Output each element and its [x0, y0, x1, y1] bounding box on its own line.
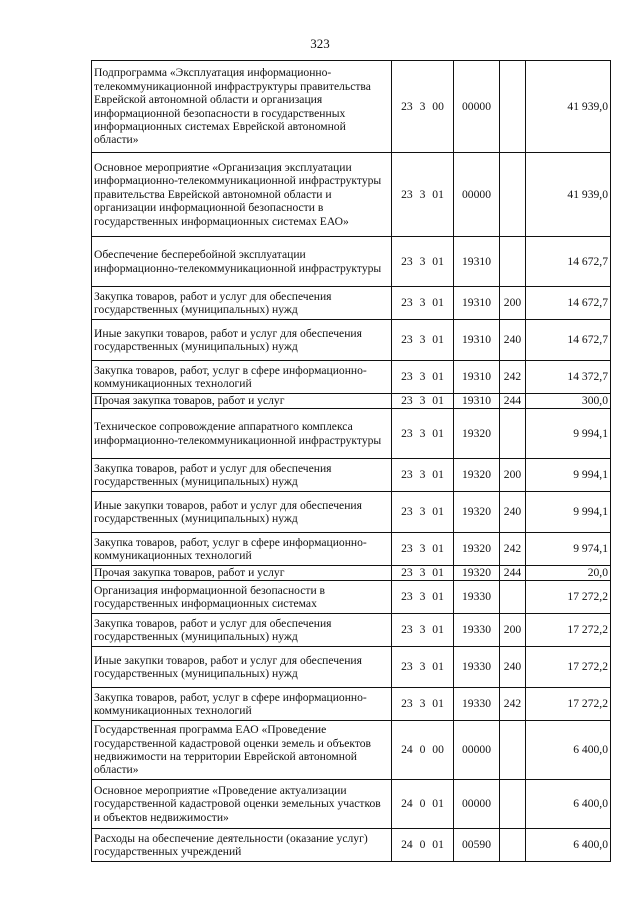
row-expense-type	[500, 721, 526, 780]
row-code: 23 3 01	[392, 287, 454, 320]
row-expense-type	[500, 581, 526, 614]
row-expense-type: 242	[500, 361, 526, 394]
table-row	[92, 409, 611, 459]
row-expense-type: 240	[500, 647, 526, 688]
table-row	[92, 153, 611, 237]
row-expense-type: 200	[500, 287, 526, 320]
row-target-code: 00000	[454, 61, 500, 153]
row-code: 24 0 01	[392, 829, 454, 862]
row-name: Организация информационной безопасности в государственных информационных системах	[92, 581, 392, 614]
row-target-code: 19320	[454, 533, 500, 566]
row-code: 23 3 01	[392, 533, 454, 566]
row-code: 23 3 01	[392, 647, 454, 688]
row-amount: 14 672,7	[526, 287, 611, 320]
row-target-code: 00000	[454, 721, 500, 780]
row-code: 24 0 00	[392, 721, 454, 780]
table-row	[92, 581, 611, 614]
row-expense-type: 242	[500, 688, 526, 721]
page-number: 323	[310, 36, 330, 51]
row-amount: 17 272,2	[526, 581, 611, 614]
row-amount: 6 400,0	[526, 829, 611, 862]
row-amount: 41 939,0	[526, 61, 611, 153]
table-row	[92, 287, 611, 320]
table-row	[92, 237, 611, 287]
row-target-code: 19320	[454, 566, 500, 581]
row-expense-type: 200	[500, 614, 526, 647]
row-code: 23 3 00	[392, 61, 454, 153]
table-row	[92, 394, 611, 409]
row-name: Закупка товаров, работ и услуг для обеспечения государственных (муниципальных) нужд	[92, 459, 392, 492]
row-code: 24 0 01	[392, 780, 454, 829]
budget-table-body	[92, 61, 611, 862]
table-row	[92, 361, 611, 394]
row-code: 23 3 01	[392, 153, 454, 237]
row-amount: 9 994,1	[526, 409, 611, 459]
table-row	[92, 829, 611, 862]
row-amount: 6 400,0	[526, 780, 611, 829]
budget-table	[91, 60, 611, 862]
row-name: Государственная программа ЕАО «Проведение государственной кадастровой оценки земель и объектов недвижимости на территории Еврейской автономной области»	[92, 721, 392, 780]
table-row	[92, 61, 611, 153]
row-amount: 9 974,1	[526, 533, 611, 566]
row-expense-type: 240	[500, 492, 526, 533]
table-row	[92, 688, 611, 721]
row-expense-type	[500, 409, 526, 459]
row-code: 23 3 01	[392, 492, 454, 533]
row-code: 23 3 01	[392, 566, 454, 581]
row-amount: 14 672,7	[526, 237, 611, 287]
row-name: Расходы на обеспечение деятельности (оказание услуг) государственных учреждений	[92, 829, 392, 862]
row-amount: 20,0	[526, 566, 611, 581]
row-code: 23 3 01	[392, 237, 454, 287]
row-code: 23 3 01	[392, 459, 454, 492]
row-name: Прочая закупка товаров, работ и услуг	[92, 394, 392, 409]
table-row	[92, 459, 611, 492]
row-target-code: 00000	[454, 780, 500, 829]
table-row	[92, 647, 611, 688]
row-amount: 17 272,2	[526, 647, 611, 688]
row-code: 23 3 01	[392, 409, 454, 459]
row-expense-type	[500, 61, 526, 153]
row-expense-type: 242	[500, 533, 526, 566]
row-name: Иные закупки товаров, работ и услуг для обеспечения государственных (муниципальных) нужд	[92, 320, 392, 361]
row-target-code: 19310	[454, 320, 500, 361]
row-amount: 14 672,7	[526, 320, 611, 361]
row-name: Иные закупки товаров, работ и услуг для обеспечения государственных (муниципальных) нужд	[92, 492, 392, 533]
table-row	[92, 721, 611, 780]
row-name: Закупка товаров, работ и услуг для обеспечения государственных (муниципальных) нужд	[92, 287, 392, 320]
row-target-code: 19320	[454, 459, 500, 492]
row-name: Закупка товаров, работ, услуг в сфере информационно-коммуникационных технологий	[92, 533, 392, 566]
row-target-code: 19330	[454, 688, 500, 721]
table-row	[92, 566, 611, 581]
row-target-code: 19310	[454, 361, 500, 394]
row-code: 23 3 01	[392, 581, 454, 614]
row-name: Подпрограмма «Эксплуатация информационно-телекоммуникационной инфраструктуры правительства Еврейской автономной области и организация информационной безопасности в государственных информационных системах Еврейской автономной области»	[92, 61, 392, 153]
row-amount: 17 272,2	[526, 688, 611, 721]
row-expense-type	[500, 237, 526, 287]
row-expense-type: 244	[500, 394, 526, 409]
row-expense-type	[500, 153, 526, 237]
row-name: Основное мероприятие «Организация эксплуатации информационно-телекоммуникационной инфраструктуры правительства Еврейской автономной области и организации информационной безопасности в государственных информационных системах ЕАО»	[92, 153, 392, 237]
row-amount: 9 994,1	[526, 459, 611, 492]
row-target-code: 19330	[454, 647, 500, 688]
row-name: Основное мероприятие «Проведение актуализации государственной кадастровой оценки земельных участков и объектов недвижимости»	[92, 780, 392, 829]
row-name: Обеспечение бесперебойной эксплуатации информационно-телекоммуникационной инфраструктуры	[92, 237, 392, 287]
row-amount: 17 272,2	[526, 614, 611, 647]
row-name: Закупка товаров, работ, услуг в сфере информационно-коммуникационных технологий	[92, 688, 392, 721]
row-target-code: 19310	[454, 287, 500, 320]
row-target-code: 00000	[454, 153, 500, 237]
table-row	[92, 780, 611, 829]
row-expense-type	[500, 829, 526, 862]
row-code: 23 3 01	[392, 361, 454, 394]
row-amount: 41 939,0	[526, 153, 611, 237]
row-expense-type: 240	[500, 320, 526, 361]
row-name: Закупка товаров, работ и услуг для обеспечения государственных (муниципальных) нужд	[92, 614, 392, 647]
row-name: Прочая закупка товаров, работ и услуг	[92, 566, 392, 581]
table-row	[92, 492, 611, 533]
row-amount: 300,0	[526, 394, 611, 409]
table-row	[92, 320, 611, 361]
row-target-code: 19320	[454, 409, 500, 459]
row-target-code: 00590	[454, 829, 500, 862]
row-amount: 9 994,1	[526, 492, 611, 533]
row-expense-type: 244	[500, 566, 526, 581]
row-name: Закупка товаров, работ, услуг в сфере информационно-коммуникационных технологий	[92, 361, 392, 394]
row-code: 23 3 01	[392, 688, 454, 721]
row-expense-type: 200	[500, 459, 526, 492]
row-name: Техническое сопровождение аппаратного комплекса информационно-телекоммуникационной инфраструктуры	[92, 409, 392, 459]
row-expense-type	[500, 780, 526, 829]
row-target-code: 19320	[454, 492, 500, 533]
row-name: Иные закупки товаров, работ и услуг для обеспечения государственных (муниципальных) нужд	[92, 647, 392, 688]
row-target-code: 19330	[454, 614, 500, 647]
row-target-code: 19310	[454, 237, 500, 287]
table-row	[92, 614, 611, 647]
row-amount: 6 400,0	[526, 721, 611, 780]
table-row	[92, 533, 611, 566]
row-code: 23 3 01	[392, 614, 454, 647]
row-code: 23 3 01	[392, 394, 454, 409]
row-target-code: 19330	[454, 581, 500, 614]
row-code: 23 3 01	[392, 320, 454, 361]
row-amount: 14 372,7	[526, 361, 611, 394]
row-target-code: 19310	[454, 394, 500, 409]
